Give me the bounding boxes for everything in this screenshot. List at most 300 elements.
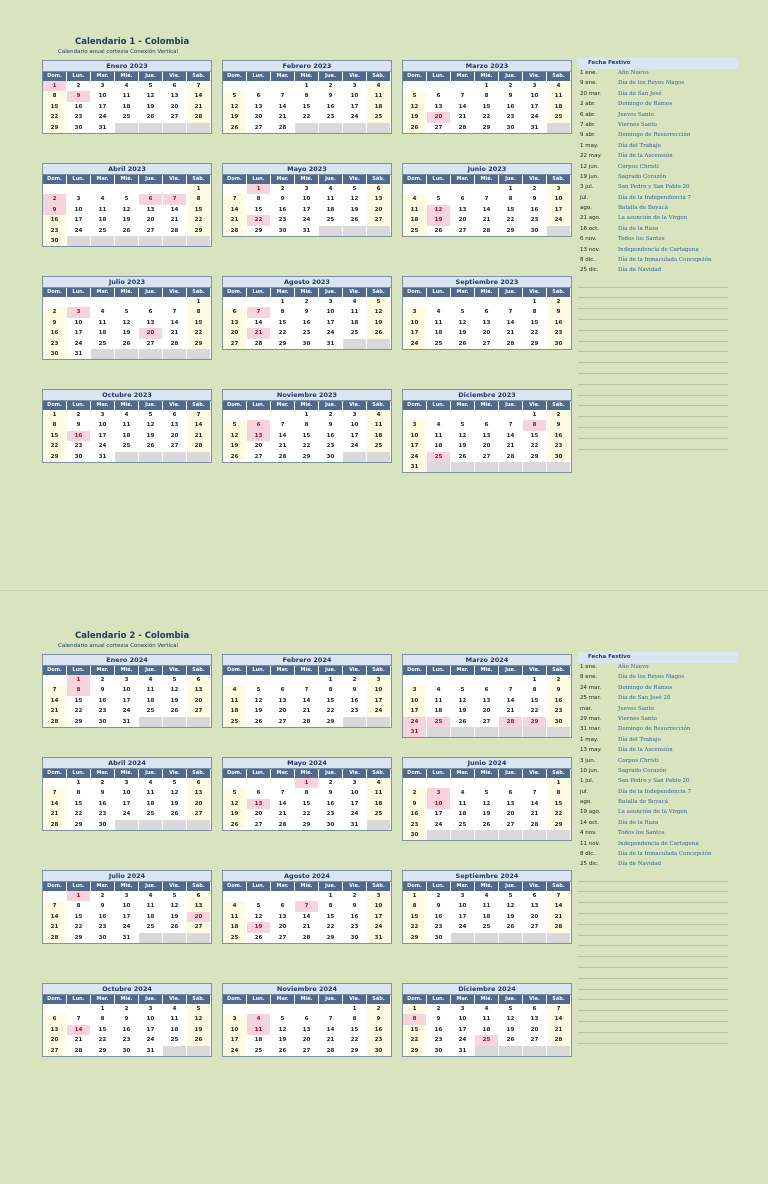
day-cell: 11 bbox=[139, 901, 163, 911]
day-cell: 17 bbox=[343, 431, 367, 441]
day-cell: 23 bbox=[91, 706, 115, 716]
holiday-name: Día de la Inmaculada Concepción bbox=[618, 851, 712, 858]
day-cell: 25 bbox=[319, 215, 343, 225]
note-line bbox=[578, 439, 728, 450]
day-cell: 29 bbox=[499, 226, 523, 236]
note-line bbox=[578, 396, 728, 407]
holiday-row bbox=[578, 246, 738, 256]
month-title: Mayo 2024 bbox=[223, 758, 391, 769]
day-cell: 25 bbox=[163, 1035, 187, 1045]
day-cell: 16 bbox=[427, 912, 451, 922]
weekday-header: Sáb. bbox=[187, 666, 211, 675]
day-cell: 5 bbox=[451, 685, 475, 695]
month-title: Agosto 2024 bbox=[223, 871, 391, 882]
weekday-header: Vie. bbox=[163, 175, 187, 184]
empty-day-cell bbox=[115, 349, 139, 359]
day-cell: 9 bbox=[343, 685, 367, 695]
day-cell: 2 bbox=[91, 891, 115, 901]
holiday-row bbox=[578, 256, 738, 266]
month-block bbox=[402, 757, 572, 841]
weekday-header: Mar. bbox=[271, 288, 295, 297]
month-title: Mayo 2023 bbox=[223, 164, 391, 175]
day-cell: 22 bbox=[343, 1035, 367, 1045]
day-cell: 27 bbox=[475, 717, 499, 727]
page-separator bbox=[0, 590, 768, 591]
weekday-header: Lun. bbox=[67, 882, 91, 891]
day-cell: 23 bbox=[499, 112, 523, 122]
day-cell: 11 bbox=[427, 431, 451, 441]
month-grid bbox=[403, 769, 571, 840]
weekday-header: Lun. bbox=[427, 666, 451, 675]
day-cell: 5 bbox=[139, 410, 163, 420]
holiday-date: 1 may. bbox=[580, 736, 599, 743]
day-cell: 31 bbox=[139, 1046, 163, 1056]
holiday-row bbox=[578, 152, 738, 162]
day-cell: 12 bbox=[451, 696, 475, 706]
empty-day-cell bbox=[187, 820, 211, 830]
holiday-date: 7 abr. bbox=[580, 121, 596, 128]
day-cell: 24 bbox=[523, 112, 547, 122]
holiday-name: Sagrado Corazón bbox=[618, 173, 667, 180]
day-cell: 15 bbox=[43, 431, 67, 441]
day-cell: 27 bbox=[523, 922, 547, 932]
day-cell: 19 bbox=[451, 706, 475, 716]
day-cell: 3 bbox=[343, 410, 367, 420]
weekday-header: Vie. bbox=[523, 769, 547, 778]
month-grid bbox=[43, 288, 211, 359]
weekday-header: Vie. bbox=[523, 72, 547, 81]
holiday-row bbox=[578, 266, 738, 276]
day-cell: 26 bbox=[163, 809, 187, 819]
day-cell: 19 bbox=[223, 112, 247, 122]
day-cell: 20 bbox=[139, 328, 163, 338]
day-cell: 14 bbox=[499, 696, 523, 706]
day-cell: 20 bbox=[187, 799, 211, 809]
note-line bbox=[578, 374, 728, 385]
holiday-row bbox=[578, 746, 738, 756]
weekday-header: Dom. bbox=[223, 288, 247, 297]
empty-day-cell bbox=[547, 226, 571, 236]
day-cell: 4 bbox=[115, 410, 139, 420]
day-cell: 2 bbox=[67, 410, 91, 420]
day-cell: 20 bbox=[163, 102, 187, 112]
day-cell: 29 bbox=[319, 717, 343, 727]
day-cell: 4 bbox=[547, 81, 571, 91]
day-cell: 21 bbox=[67, 1035, 91, 1045]
day-cell: 10 bbox=[223, 1025, 247, 1035]
day-cell: 2 bbox=[343, 891, 367, 901]
day-cell: 5 bbox=[187, 1004, 211, 1014]
holiday-date: 14 oct. bbox=[580, 819, 600, 826]
day-cell: 7 bbox=[499, 307, 523, 317]
empty-day-cell bbox=[163, 717, 187, 727]
day-cell: 25 bbox=[139, 809, 163, 819]
day-cell: 6 bbox=[475, 685, 499, 695]
weekday-header: Lun. bbox=[67, 666, 91, 675]
day-cell: 6 bbox=[163, 410, 187, 420]
weekday-header: Sáb. bbox=[547, 995, 571, 1004]
day-cell: 17 bbox=[367, 696, 391, 706]
day-cell: 2 bbox=[523, 184, 547, 194]
month-title: Marzo 2024 bbox=[403, 655, 571, 666]
weekday-header: Vie. bbox=[163, 995, 187, 1004]
weekday-header: Lun. bbox=[67, 175, 91, 184]
holiday-name: La asunción de la Virgen bbox=[618, 215, 688, 222]
day-cell: 15 bbox=[247, 205, 271, 215]
day-cell: 8 bbox=[319, 901, 343, 911]
empty-day-cell bbox=[247, 410, 271, 420]
empty-day-cell bbox=[43, 297, 67, 307]
day-cell: 15 bbox=[295, 431, 319, 441]
day-cell: 20 bbox=[499, 809, 523, 819]
day-cell: 8 bbox=[403, 901, 427, 911]
holiday-row bbox=[578, 90, 738, 100]
day-cell: 27 bbox=[247, 820, 271, 830]
holiday-name: Independencia de Cartagena bbox=[618, 246, 699, 253]
note-line bbox=[578, 417, 728, 428]
day-cell: 7 bbox=[499, 420, 523, 430]
page-subtitle: Calendario anual cortesia Conexión Vertical bbox=[58, 49, 179, 55]
day-cell: 7 bbox=[187, 81, 211, 91]
weekday-header: Mar. bbox=[451, 175, 475, 184]
day-cell: 22 bbox=[43, 441, 67, 451]
note-line bbox=[578, 882, 728, 893]
holiday-date: 1 jul. bbox=[580, 778, 594, 785]
day-cell: 28 bbox=[451, 123, 475, 133]
empty-day-cell bbox=[271, 410, 295, 420]
day-cell: 17 bbox=[427, 809, 451, 819]
empty-day-cell bbox=[91, 236, 115, 246]
day-cell: 13 bbox=[475, 696, 499, 706]
day-cell: 16 bbox=[67, 102, 91, 112]
day-cell: 4 bbox=[427, 420, 451, 430]
day-cell: 14 bbox=[523, 799, 547, 809]
holiday-name: La asunción de la Virgen bbox=[618, 809, 688, 816]
day-cell: 2 bbox=[43, 307, 67, 317]
weekday-header: Lun. bbox=[67, 72, 91, 81]
weekday-header: Vie. bbox=[343, 72, 367, 81]
weekday-header: Jue. bbox=[319, 882, 343, 891]
day-cell: 26 bbox=[223, 123, 247, 133]
day-cell: 20 bbox=[43, 1035, 67, 1045]
weekday-header: Mar. bbox=[271, 882, 295, 891]
day-cell: 6 bbox=[499, 788, 523, 798]
day-cell: 9 bbox=[91, 788, 115, 798]
empty-day-cell bbox=[343, 452, 367, 462]
holiday-row bbox=[578, 79, 738, 89]
weekday-header: Sáb. bbox=[547, 72, 571, 81]
weekday-header: Mar. bbox=[91, 666, 115, 675]
holiday-name: Día de la Independencia 7 bbox=[618, 194, 691, 201]
empty-day-cell bbox=[403, 410, 427, 420]
empty-day-cell bbox=[523, 1046, 547, 1056]
holiday-row bbox=[578, 69, 738, 79]
day-cell: 8 bbox=[187, 194, 211, 204]
day-cell: 25 bbox=[343, 328, 367, 338]
empty-day-cell bbox=[187, 933, 211, 943]
day-cell: 16 bbox=[343, 912, 367, 922]
day-cell: 7 bbox=[475, 194, 499, 204]
day-cell: 10 bbox=[367, 685, 391, 695]
day-cell: 23 bbox=[319, 112, 343, 122]
day-cell: 15 bbox=[403, 912, 427, 922]
day-cell: 9 bbox=[319, 420, 343, 430]
day-cell: 6 bbox=[247, 788, 271, 798]
day-cell: 1 bbox=[523, 675, 547, 685]
day-cell: 1 bbox=[499, 184, 523, 194]
weekday-header: Sáb. bbox=[367, 401, 391, 410]
holiday-name: Batalla de Boyacá bbox=[618, 799, 668, 806]
day-cell: 18 bbox=[223, 922, 247, 932]
day-cell: 2 bbox=[295, 297, 319, 307]
month-block bbox=[222, 983, 392, 1057]
weekday-header: Mar. bbox=[271, 401, 295, 410]
day-cell: 17 bbox=[367, 912, 391, 922]
empty-day-cell bbox=[451, 830, 475, 840]
month-title: Junio 2023 bbox=[403, 164, 571, 175]
day-cell: 6 bbox=[187, 778, 211, 788]
holiday-row bbox=[578, 121, 738, 131]
weekday-header: Sáb. bbox=[367, 72, 391, 81]
day-cell: 14 bbox=[43, 912, 67, 922]
day-cell: 10 bbox=[91, 91, 115, 101]
day-cell: 19 bbox=[271, 1035, 295, 1045]
day-cell: 9 bbox=[547, 420, 571, 430]
day-cell: 8 bbox=[43, 420, 67, 430]
day-cell: 6 bbox=[523, 1004, 547, 1014]
day-cell: 23 bbox=[271, 215, 295, 225]
day-cell: 6 bbox=[475, 420, 499, 430]
day-cell: 15 bbox=[295, 102, 319, 112]
day-cell: 22 bbox=[499, 215, 523, 225]
day-cell: 5 bbox=[499, 1004, 523, 1014]
day-cell: 7 bbox=[271, 420, 295, 430]
weekday-header: Mié. bbox=[475, 882, 499, 891]
day-cell: 9 bbox=[547, 307, 571, 317]
day-cell: 28 bbox=[499, 452, 523, 462]
day-cell: 10 bbox=[427, 799, 451, 809]
holiday-date: 22 may. bbox=[580, 153, 602, 160]
day-cell: 11 bbox=[367, 91, 391, 101]
empty-day-cell bbox=[247, 1004, 271, 1014]
day-cell: 13 bbox=[139, 205, 163, 215]
weekday-header: Jue. bbox=[319, 666, 343, 675]
day-cell: 18 bbox=[367, 431, 391, 441]
day-cell: 27 bbox=[295, 1046, 319, 1056]
day-cell: 12 bbox=[139, 420, 163, 430]
weekday-header: Mié. bbox=[295, 288, 319, 297]
day-cell: 4 bbox=[139, 778, 163, 788]
holiday-row bbox=[578, 663, 738, 673]
day-cell: 4 bbox=[115, 81, 139, 91]
weekday-header: Jue. bbox=[139, 666, 163, 675]
day-cell: 6 bbox=[247, 91, 271, 101]
day-cell: 26 bbox=[475, 820, 499, 830]
day-cell: 6 bbox=[271, 685, 295, 695]
day-cell: 24 bbox=[115, 706, 139, 716]
day-cell: 8 bbox=[67, 685, 91, 695]
empty-day-cell bbox=[523, 778, 547, 788]
empty-day-cell bbox=[523, 727, 547, 737]
day-cell: 8 bbox=[295, 420, 319, 430]
day-cell: 22 bbox=[403, 922, 427, 932]
day-cell: 1 bbox=[187, 297, 211, 307]
note-line bbox=[578, 925, 728, 936]
day-cell: 26 bbox=[163, 922, 187, 932]
holiday-row bbox=[578, 235, 738, 245]
day-cell: 15 bbox=[319, 912, 343, 922]
note-line bbox=[578, 320, 728, 331]
day-cell: 9 bbox=[547, 685, 571, 695]
month-title: Febrero 2024 bbox=[223, 655, 391, 666]
weekday-header: Vie. bbox=[343, 666, 367, 675]
day-cell: 30 bbox=[67, 123, 91, 133]
day-cell: 11 bbox=[367, 788, 391, 798]
day-cell: 2 bbox=[115, 1004, 139, 1014]
holiday-date: 4 nov. bbox=[580, 830, 597, 837]
day-cell: 21 bbox=[547, 1025, 571, 1035]
day-cell: 24 bbox=[67, 226, 91, 236]
weekday-header: Vie. bbox=[163, 288, 187, 297]
day-cell: 5 bbox=[163, 778, 187, 788]
weekday-header: Jue. bbox=[319, 769, 343, 778]
weekday-header: Sáb. bbox=[187, 769, 211, 778]
day-cell: 16 bbox=[115, 1025, 139, 1035]
note-line bbox=[578, 406, 728, 417]
day-cell: 25 bbox=[139, 922, 163, 932]
day-cell: 18 bbox=[139, 912, 163, 922]
empty-day-cell bbox=[139, 820, 163, 830]
day-cell: 5 bbox=[451, 420, 475, 430]
day-cell: 14 bbox=[295, 912, 319, 922]
empty-day-cell bbox=[139, 297, 163, 307]
day-cell: 17 bbox=[115, 696, 139, 706]
weekday-header: Mar. bbox=[451, 72, 475, 81]
day-cell: 22 bbox=[295, 441, 319, 451]
day-cell: 30 bbox=[427, 933, 451, 943]
empty-day-cell bbox=[475, 410, 499, 420]
day-cell: 28 bbox=[43, 933, 67, 943]
day-cell: 23 bbox=[547, 328, 571, 338]
day-cell: 23 bbox=[343, 706, 367, 716]
day-cell: 6 bbox=[163, 81, 187, 91]
empty-day-cell bbox=[367, 452, 391, 462]
weekday-header: Sáb. bbox=[367, 769, 391, 778]
day-cell: 5 bbox=[115, 307, 139, 317]
day-cell: 21 bbox=[319, 1035, 343, 1045]
weekday-header: Lun. bbox=[247, 288, 271, 297]
month-block bbox=[402, 60, 572, 134]
day-cell: 10 bbox=[403, 696, 427, 706]
empty-day-cell bbox=[475, 933, 499, 943]
empty-day-cell bbox=[451, 297, 475, 307]
day-cell: 2 bbox=[91, 675, 115, 685]
day-cell: 16 bbox=[427, 1025, 451, 1035]
day-cell: 11 bbox=[367, 420, 391, 430]
empty-day-cell bbox=[367, 123, 391, 133]
weekday-header: Jue. bbox=[499, 995, 523, 1004]
weekday-header: Mié. bbox=[115, 401, 139, 410]
day-cell: 28 bbox=[271, 123, 295, 133]
weekday-header: Mié. bbox=[475, 995, 499, 1004]
weekday-header: Jue. bbox=[319, 175, 343, 184]
day-cell: 5 bbox=[451, 307, 475, 317]
day-cell: 10 bbox=[139, 1014, 163, 1024]
day-cell: 29 bbox=[67, 820, 91, 830]
day-cell: 24 bbox=[403, 452, 427, 462]
empty-day-cell bbox=[451, 410, 475, 420]
empty-day-cell bbox=[187, 452, 211, 462]
empty-day-cell bbox=[547, 123, 571, 133]
day-cell: 2 bbox=[427, 891, 451, 901]
day-cell: 4 bbox=[91, 307, 115, 317]
day-cell: 27 bbox=[499, 820, 523, 830]
holiday-name: Independencia de Cartagena bbox=[618, 840, 699, 847]
weekday-header: Jue. bbox=[499, 72, 523, 81]
day-cell: 12 bbox=[115, 318, 139, 328]
day-cell: 7 bbox=[295, 685, 319, 695]
empty-day-cell bbox=[499, 410, 523, 420]
empty-day-cell bbox=[427, 297, 451, 307]
weekday-header: Vie. bbox=[163, 882, 187, 891]
holiday-name: Jueves Santo bbox=[618, 111, 655, 118]
month-block bbox=[402, 163, 572, 237]
weekday-header: Mar. bbox=[91, 401, 115, 410]
day-cell: 30 bbox=[343, 933, 367, 943]
day-cell: 4 bbox=[367, 778, 391, 788]
empty-day-cell bbox=[451, 462, 475, 472]
weekday-header: Mar. bbox=[91, 72, 115, 81]
month-title: Julio 2023 bbox=[43, 277, 211, 288]
day-cell: 7 bbox=[43, 901, 67, 911]
empty-day-cell bbox=[223, 778, 247, 788]
day-cell: 8 bbox=[343, 1014, 367, 1024]
day-cell: 14 bbox=[271, 102, 295, 112]
day-cell: 20 bbox=[271, 706, 295, 716]
day-cell: 20 bbox=[475, 328, 499, 338]
day-cell: 6 bbox=[247, 420, 271, 430]
day-cell: 22 bbox=[67, 809, 91, 819]
weekday-header: Mar. bbox=[271, 72, 295, 81]
weekday-header: Jue. bbox=[319, 288, 343, 297]
weekday-header: Mié. bbox=[475, 401, 499, 410]
day-cell: 26 bbox=[451, 717, 475, 727]
day-cell: 15 bbox=[67, 912, 91, 922]
day-cell: 29 bbox=[403, 1046, 427, 1056]
day-cell: 28 bbox=[187, 441, 211, 451]
empty-day-cell bbox=[295, 675, 319, 685]
day-cell: 20 bbox=[247, 809, 271, 819]
weekday-header: Lun. bbox=[247, 882, 271, 891]
day-cell: 1 bbox=[43, 81, 67, 91]
day-cell: 19 bbox=[187, 1025, 211, 1035]
day-cell: 23 bbox=[67, 441, 91, 451]
day-cell: 16 bbox=[91, 696, 115, 706]
day-cell: 13 bbox=[295, 1025, 319, 1035]
holiday-date: 24 mar. bbox=[580, 684, 601, 691]
holiday-row bbox=[578, 767, 738, 777]
day-cell: 23 bbox=[403, 820, 427, 830]
weekday-header: Dom. bbox=[43, 175, 67, 184]
day-cell: 2 bbox=[43, 194, 67, 204]
day-cell: 22 bbox=[319, 922, 343, 932]
month-title: Abril 2024 bbox=[43, 758, 211, 769]
empty-day-cell bbox=[187, 717, 211, 727]
empty-day-cell bbox=[115, 452, 139, 462]
day-cell: 7 bbox=[223, 194, 247, 204]
weekday-header: Mar. bbox=[451, 401, 475, 410]
day-cell: 8 bbox=[295, 788, 319, 798]
